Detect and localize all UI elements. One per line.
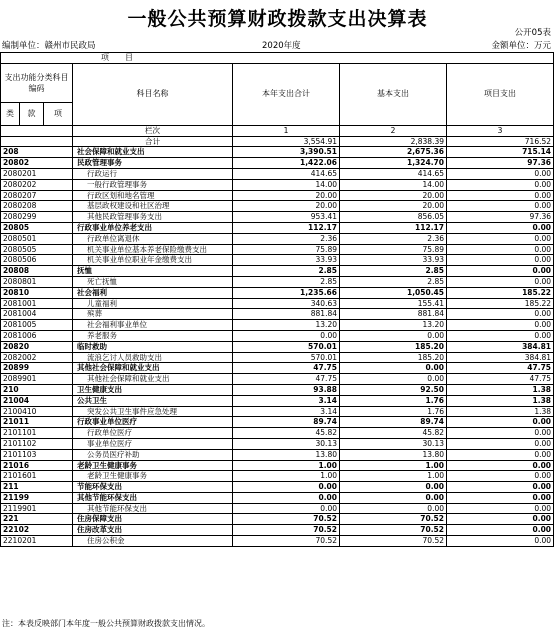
table-row [1, 525, 554, 536]
basic-cell: 0.00 [340, 363, 447, 374]
basic-cell: 1,050.45 [340, 287, 447, 298]
project-cell: 0.00 [447, 201, 554, 212]
code-cell: 20899 [1, 363, 73, 374]
rank-row [1, 125, 554, 136]
project-cell: 47.75 [447, 363, 554, 374]
name-cell: 基层政权建设和社区治理 [73, 201, 233, 212]
name-cell: 社会保障和就业支出 [73, 147, 233, 158]
code-cell: 20805 [1, 222, 73, 233]
table-row [1, 503, 554, 514]
code-cell: 2101101 [1, 428, 73, 439]
project-cell: 0.00 [447, 503, 554, 514]
code-cell: 2210201 [1, 536, 73, 547]
name-cell: 老龄卫生健康事务 [73, 460, 233, 471]
table-row [1, 330, 554, 341]
total-cell: 47.75 [233, 374, 340, 385]
project-cell: 715.14 [447, 147, 554, 158]
total-label: 合计 [73, 136, 233, 147]
project-cell: 0.00 [447, 492, 554, 503]
total-cell: 1,235.66 [233, 287, 340, 298]
basic-cell: 14.00 [340, 179, 447, 190]
name-cell: 住房公积金 [73, 536, 233, 547]
project-cell: 0.00 [447, 233, 554, 244]
basic-cell: 45.82 [340, 428, 447, 439]
code-cell: 2081006 [1, 330, 73, 341]
code-cell: 21004 [1, 395, 73, 406]
code-cell: 2080506 [1, 255, 73, 266]
project-column-header: 项目支出 [447, 63, 554, 125]
name-cell: 行政事业单位医疗 [73, 417, 233, 428]
basic-cell: 0.00 [340, 492, 447, 503]
name-cell: 事业单位医疗 [73, 438, 233, 449]
name-cell: 流浪乞讨人员救助支出 [73, 352, 233, 363]
footnote: 注：本表反映部门本年度一般公共预算财政拨款支出情况。 [2, 619, 210, 628]
table-row [1, 244, 554, 255]
total-column-header: 本年支出合计 [233, 63, 340, 125]
fiscal-year: 2020年度 [262, 41, 301, 51]
basic-cell: 0.00 [340, 374, 447, 385]
project-cell: 0.00 [447, 190, 554, 201]
project-cell: 0.00 [447, 222, 554, 233]
basic-cell: 0.00 [340, 503, 447, 514]
project-cell: 47.75 [447, 374, 554, 385]
page-title: 一般公共预算财政拨款支出决算表 [127, 8, 428, 30]
total-cell: 14.00 [233, 179, 340, 190]
total-cell: 570.01 [233, 352, 340, 363]
basic-cell: 185.20 [340, 352, 447, 363]
code-cell: 2080208 [1, 201, 73, 212]
table-row [1, 190, 554, 201]
rank-label: 栏次 [73, 125, 233, 136]
basic-cell: 92.50 [340, 384, 447, 395]
project-cell: 384.81 [447, 341, 554, 352]
table-row [1, 255, 554, 266]
table-row [1, 492, 554, 503]
name-cell: 其他社会保障和就业支出 [73, 374, 233, 385]
total-cell: 70.52 [233, 514, 340, 525]
total-row [1, 136, 554, 147]
project-cell: 0.00 [447, 525, 554, 536]
total-cell: 2.85 [233, 266, 340, 277]
total-cell: 3.14 [233, 406, 340, 417]
total-cell: 13.20 [233, 320, 340, 331]
code-cell: 22102 [1, 525, 73, 536]
code-cell: 211 [1, 482, 73, 493]
name-cell: 老龄卫生健康事务 [73, 471, 233, 482]
code-column-header: 支出功能分类科目编码 [1, 63, 73, 102]
header-row-columns [1, 63, 554, 102]
code-cell: 2080201 [1, 168, 73, 179]
code-cell: 2080505 [1, 244, 73, 255]
name-cell: 公务员医疗补助 [73, 449, 233, 460]
name-cell: 其他民政管理事务支出 [73, 212, 233, 223]
basic-cell: 20.00 [340, 201, 447, 212]
total-cell: 570.01 [233, 341, 340, 352]
name-cell: 机关事业单位基本养老保险缴费支出 [73, 244, 233, 255]
name-cell: 殡葬 [73, 309, 233, 320]
code-cell: 2080207 [1, 190, 73, 201]
total-cell: 0.00 [233, 492, 340, 503]
total-cell: 47.75 [233, 363, 340, 374]
code-cell: 2101103 [1, 449, 73, 460]
total-cell: 1,422.06 [233, 158, 340, 169]
name-cell: 民政管理事务 [73, 158, 233, 169]
project-cell: 0.00 [447, 266, 554, 277]
code-cell: 210 [1, 384, 73, 395]
table-row [1, 406, 554, 417]
header-row-project [1, 53, 554, 64]
total-cell: 0.00 [233, 482, 340, 493]
rank-3: 3 [447, 125, 554, 136]
basic-cell: 2.85 [340, 266, 447, 277]
table-row [1, 352, 554, 363]
code-cell: 2082002 [1, 352, 73, 363]
table-row [1, 287, 554, 298]
basic-cell: 33.93 [340, 255, 447, 266]
code-cell: 221 [1, 514, 73, 525]
project-cell: 0.00 [447, 244, 554, 255]
total-cell: 33.93 [233, 255, 340, 266]
table-row [1, 309, 554, 320]
name-cell: 临时救助 [73, 341, 233, 352]
name-cell: 突发公共卫生事件应急处理 [73, 406, 233, 417]
table-row [1, 428, 554, 439]
project-cell: 384.81 [447, 352, 554, 363]
project-header: 项 目 [1, 53, 554, 64]
total-cell: 0.00 [233, 503, 340, 514]
code-cell: 2080501 [1, 233, 73, 244]
basic-cell: 1.00 [340, 460, 447, 471]
table-row [1, 276, 554, 287]
table-row [1, 179, 554, 190]
basic-cell: 20.00 [340, 190, 447, 201]
code-cell: 21199 [1, 492, 73, 503]
code-cell: 208 [1, 147, 73, 158]
basic-cell: 75.89 [340, 244, 447, 255]
table-row [1, 201, 554, 212]
name-cell: 住房保障支出 [73, 514, 233, 525]
name-cell: 一般行政管理事务 [73, 179, 233, 190]
basic-cell: 155.41 [340, 298, 447, 309]
total-cell: 414.65 [233, 168, 340, 179]
total-cell: 2.85 [233, 276, 340, 287]
table-row [1, 438, 554, 449]
expenditure-table [0, 52, 554, 547]
table-row [1, 514, 554, 525]
code-cell: 2119901 [1, 503, 73, 514]
rank-1: 1 [233, 125, 340, 136]
project-cell: 185.22 [447, 298, 554, 309]
total-cell: 2.36 [233, 233, 340, 244]
code-cell: 21016 [1, 460, 73, 471]
rank-2: 2 [340, 125, 447, 136]
basic-cell: 414.65 [340, 168, 447, 179]
basic-cell: 112.17 [340, 222, 447, 233]
table-row [1, 460, 554, 471]
basic-cell: 30.13 [340, 438, 447, 449]
project-cell: 0.00 [447, 179, 554, 190]
code-cell: 20810 [1, 287, 73, 298]
total-cell: 3,390.51 [233, 147, 340, 158]
table-row [1, 298, 554, 309]
total-cell: 1.00 [233, 471, 340, 482]
basic-cell: 2.85 [340, 276, 447, 287]
project-cell: 1.38 [447, 406, 554, 417]
name-cell: 儿童福利 [73, 298, 233, 309]
table-row [1, 471, 554, 482]
table-row [1, 482, 554, 493]
basic-cell: 2.36 [340, 233, 447, 244]
table-row [1, 320, 554, 331]
table-row [1, 147, 554, 158]
code-cell: 20808 [1, 266, 73, 277]
amount-unit: 金额单位：万元 [491, 41, 551, 51]
total-cell: 3.14 [233, 395, 340, 406]
basic-cell: 185.20 [340, 341, 447, 352]
name-cell: 养老服务 [73, 330, 233, 341]
name-cell: 死亡抚恤 [73, 276, 233, 287]
project-cell: 1.38 [447, 384, 554, 395]
code-cell: 2081005 [1, 320, 73, 331]
table-row [1, 266, 554, 277]
project-cell: 0.00 [447, 514, 554, 525]
name-cell: 住房改革支出 [73, 525, 233, 536]
table-row [1, 395, 554, 406]
project-cell: 0.00 [447, 276, 554, 287]
total-cell: 13.80 [233, 449, 340, 460]
basic-cell: 89.74 [340, 417, 447, 428]
basic-cell: 13.80 [340, 449, 447, 460]
code-cell: 2100410 [1, 406, 73, 417]
table-code: 公开05表 [514, 28, 551, 38]
compiling-unit: 编制单位：赣州市民政局 [2, 41, 96, 51]
total-cell: 30.13 [233, 438, 340, 449]
basic-cell: 2,675.36 [340, 147, 447, 158]
basic-cell: 881.84 [340, 309, 447, 320]
code-cell: 2089901 [1, 374, 73, 385]
project-cell: 0.00 [447, 438, 554, 449]
basic-cell: 13.20 [340, 320, 447, 331]
name-cell: 社会福利 [73, 287, 233, 298]
code-cell: 2081001 [1, 298, 73, 309]
code-cell: 21011 [1, 417, 73, 428]
table-row [1, 363, 554, 374]
total-cell: 20.00 [233, 190, 340, 201]
name-cell: 抚恤 [73, 266, 233, 277]
project-cell: 0.00 [447, 460, 554, 471]
name-cell: 行政运行 [73, 168, 233, 179]
name-cell: 行政区划和地名管理 [73, 190, 233, 201]
name-cell: 行政单位离退休 [73, 233, 233, 244]
total-value: 3,554.91 [233, 136, 340, 147]
total-cell: 75.89 [233, 244, 340, 255]
total-cell: 881.84 [233, 309, 340, 320]
code-cell: 2101102 [1, 438, 73, 449]
basic-cell: 1.76 [340, 406, 447, 417]
code-cell: 2080202 [1, 179, 73, 190]
name-column-header: 科目名称 [73, 63, 233, 125]
total-cell: 112.17 [233, 222, 340, 233]
table-row [1, 233, 554, 244]
total-cell: 70.52 [233, 536, 340, 547]
project-cell: 0.00 [447, 536, 554, 547]
basic-cell: 1,324.70 [340, 158, 447, 169]
project-cell: 0.00 [447, 320, 554, 331]
code-cell: 20802 [1, 158, 73, 169]
basic-column-header: 基本支出 [340, 63, 447, 125]
kuan-header: 款 [20, 102, 44, 125]
name-cell: 公共卫生 [73, 395, 233, 406]
code-cell: 20820 [1, 341, 73, 352]
project-cell: 0.00 [447, 428, 554, 439]
name-cell: 节能环保支出 [73, 482, 233, 493]
total-cell: 89.74 [233, 417, 340, 428]
xiang-header: 项 [44, 102, 73, 125]
total-cell: 340.63 [233, 298, 340, 309]
project-cell: 0.00 [447, 330, 554, 341]
table-row [1, 158, 554, 169]
table-row [1, 341, 554, 352]
table-row [1, 212, 554, 223]
total-cell: 70.52 [233, 525, 340, 536]
project-cell: 97.36 [447, 212, 554, 223]
project-cell: 185.22 [447, 287, 554, 298]
project-cell: 0.00 [447, 471, 554, 482]
basic-cell: 1.00 [340, 471, 447, 482]
code-cell: 2101601 [1, 471, 73, 482]
project-cell: 0.00 [447, 417, 554, 428]
table-row [1, 374, 554, 385]
table-row [1, 384, 554, 395]
name-cell: 其他节能环保支出 [73, 503, 233, 514]
basic-cell: 856.05 [340, 212, 447, 223]
project-cell: 0.00 [447, 168, 554, 179]
name-cell: 行政单位医疗 [73, 428, 233, 439]
name-cell: 卫生健康支出 [73, 384, 233, 395]
total-cell: 20.00 [233, 201, 340, 212]
project-cell: 0.00 [447, 482, 554, 493]
project-total-value: 716.52 [447, 136, 554, 147]
basic-cell: 1.76 [340, 395, 447, 406]
basic-cell: 0.00 [340, 330, 447, 341]
basic-cell: 0.00 [340, 482, 447, 493]
project-cell: 0.00 [447, 255, 554, 266]
total-cell: 1.00 [233, 460, 340, 471]
name-cell: 机关事业单位职业年金缴费支出 [73, 255, 233, 266]
name-cell: 其他社会保障和就业支出 [73, 363, 233, 374]
total-cell: 0.00 [233, 330, 340, 341]
project-cell: 0.00 [447, 449, 554, 460]
project-cell: 0.00 [447, 309, 554, 320]
basic-cell: 70.52 [340, 514, 447, 525]
table-row [1, 417, 554, 428]
table-row [1, 536, 554, 547]
code-cell: 2080801 [1, 276, 73, 287]
lei-header: 类 [1, 102, 20, 125]
code-cell: 2081004 [1, 309, 73, 320]
total-cell: 953.41 [233, 212, 340, 223]
name-cell: 社会福利事业单位 [73, 320, 233, 331]
basic-cell: 70.52 [340, 525, 447, 536]
basic-cell: 70.52 [340, 536, 447, 547]
name-cell: 行政事业单位养老支出 [73, 222, 233, 233]
code-cell: 2080299 [1, 212, 73, 223]
table-row [1, 222, 554, 233]
project-cell: 97.36 [447, 158, 554, 169]
project-cell: 1.38 [447, 395, 554, 406]
table-row [1, 449, 554, 460]
total-cell: 93.88 [233, 384, 340, 395]
basic-total-value: 2,838.39 [340, 136, 447, 147]
total-cell: 45.82 [233, 428, 340, 439]
name-cell: 其他节能环保支出 [73, 492, 233, 503]
table-row [1, 168, 554, 179]
